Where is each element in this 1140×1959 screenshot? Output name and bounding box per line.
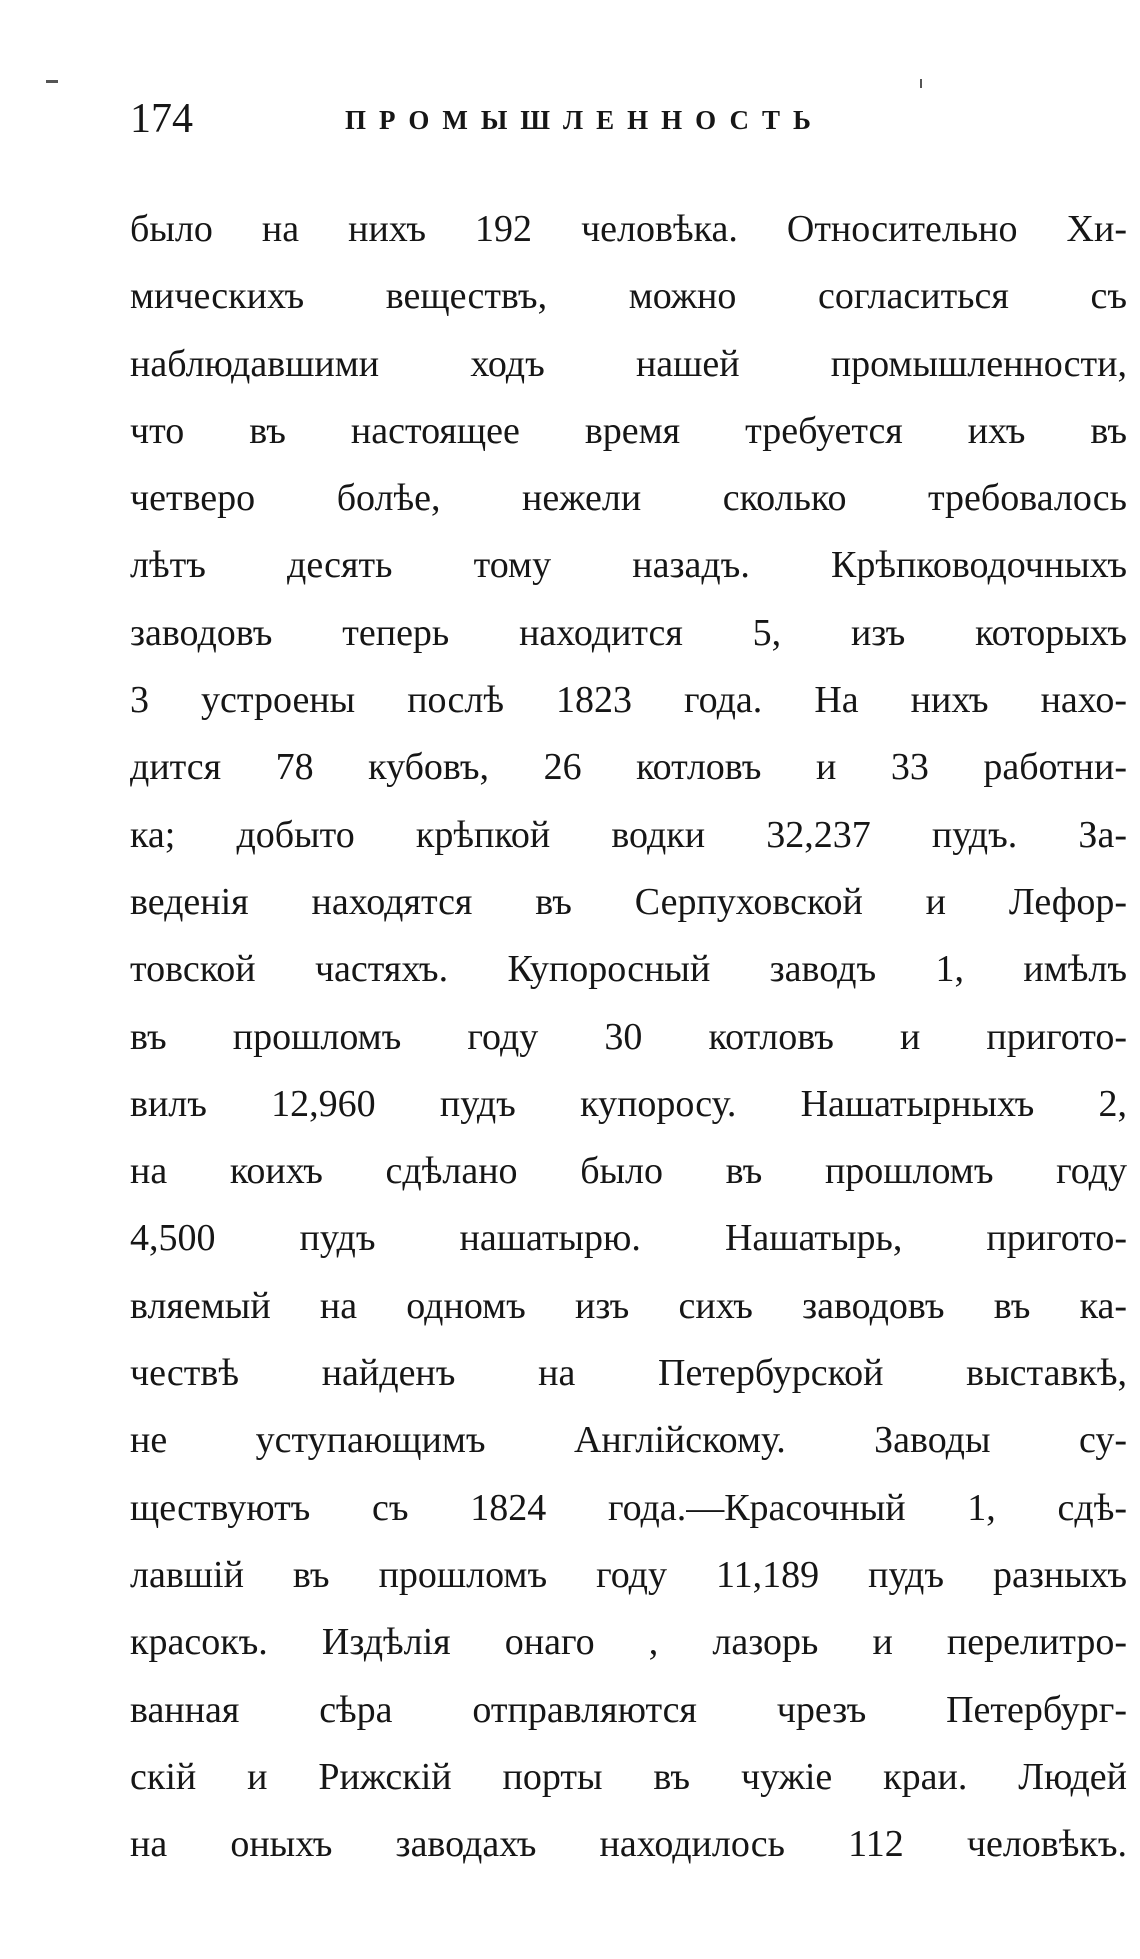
text-line: ществуютъ съ 1824 года.—Красочный 1, сдѣ- — [130, 1486, 1127, 1529]
text-line: не уступающимъ Англійскому. Заводы су- — [130, 1419, 1127, 1462]
text-line: въ прошломъ году 30 котловъ и пригото- — [130, 1015, 1127, 1058]
text-line: красокъ. Издѣлія онаго , лазорь и перелитро- — [130, 1621, 1127, 1664]
text-line: на оныхъ заводахъ находилось 112 человѣкъ. — [130, 1823, 1127, 1866]
text-line: ванная сѣра отправляются чрезъ Петербург- — [130, 1688, 1127, 1731]
print-speck — [920, 79, 922, 88]
text-line: на коихъ сдѣлано было въ прошломъ году — [130, 1150, 1127, 1193]
body-text — [130, 196, 1127, 1878]
text-line: заводовъ теперь находится 5, изъ которыхъ — [130, 611, 1127, 654]
text-line: товской частяхъ. Купоросный заводъ 1, имѣлъ — [130, 948, 1127, 991]
text-line: скій и Рижскій порты въ чужіе краи. Людей — [130, 1755, 1127, 1798]
text-line: 3 устроены послѣ 1823 года. На нихъ нахо- — [130, 679, 1127, 722]
page-number: 174 — [130, 96, 193, 142]
text-line: лавшій въ прошломъ году 11,189 пудъ разныхъ — [130, 1553, 1127, 1596]
text-line: вляемый на одномъ изъ сихъ заводовъ въ ка- — [130, 1284, 1127, 1327]
text-line: четверо болѣе, нежели сколько требовалось — [130, 477, 1127, 520]
text-line: ка; добыто крѣпкой водки 32,237 пудъ. За- — [130, 813, 1127, 856]
text-line: мическихъ веществъ, можно согласиться съ — [130, 275, 1127, 318]
text-line: 4,500 пудъ нашатырю. Нашатырь, пригото- — [130, 1217, 1127, 1260]
text-line: что въ настоящее время требуется ихъ въ — [130, 409, 1127, 452]
text-line: чествѣ найденъ на Петербурской выставкѣ, — [130, 1352, 1127, 1395]
text-line: дится 78 кубовъ, 26 котловъ и 33 работни- — [130, 746, 1127, 789]
text-line: наблюдавшими ходъ нашей промышленности, — [130, 342, 1127, 385]
text-line: лѣтъ десять тому назадъ. Крѣпководочныхъ — [130, 544, 1127, 587]
text-line: вилъ 12,960 пудъ купоросу. Нашатырныхъ 2, — [130, 1082, 1127, 1125]
running-title: ПРОМЫШЛЕННОСТЬ — [345, 105, 824, 135]
running-head — [130, 94, 900, 144]
print-speck — [46, 80, 58, 83]
text-line: веденія находятся въ Серпуховской и Лефор- — [130, 880, 1127, 923]
text-line: было на нихъ 192 человѣка. Относительно Хи- — [130, 208, 1127, 250]
